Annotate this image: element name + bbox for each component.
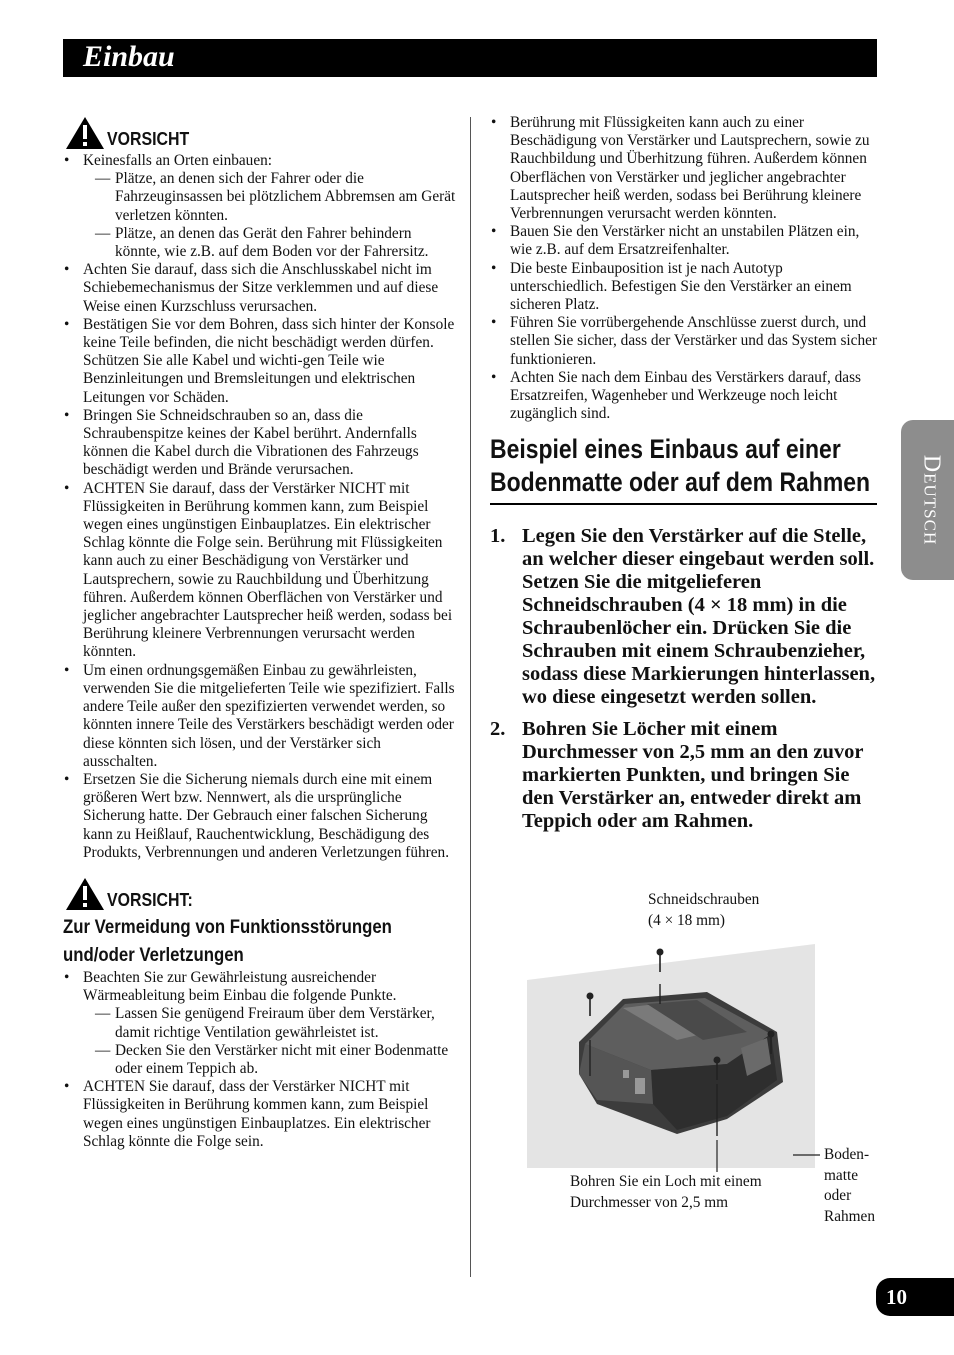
caution-list-1 [63, 152, 458, 862]
page-number: 10 [886, 1285, 907, 1309]
list-item [63, 969, 458, 1078]
screws-caption-line: Schneidschrauben [648, 891, 760, 908]
left-column [63, 116, 458, 1151]
list-item: • ACHTEN Sie darauf, dass der Verstärker NICHT mit Flüssigkeiten in Berührung kommen kann, zum Beispiel wegen eines ungünstigen Einbauplatzes. Ein elektrischer Schlag könnte die Folge sein. Berührung mit Flüssigkeiten kann auch zu einer Beschädigung von Verstärker und Lautsprechern, sowie zu Rauchbildung und Überhitzung führen. Außerdem können Oberflächen von Verstärker und jeglicher angebrachter Lautsprecher heiß werden, sodass bei Berührung kleinere Verbrennungen verursacht werden könnten. [63, 480, 458, 662]
step-text: Bohren Sie Löcher mit einem Durchmesser von 2,5 mm an den zuvor markierten Punkten, und bringen Sie den Verstärker an, entweder direkt am Teppich oder am Rahmen. [522, 718, 864, 833]
step-item [490, 718, 882, 833]
continuation-text: • Berührung mit Flüssigkeiten kann auch zu einer Beschädigung von Verstärker und Lautsprechern, sowie zu Rauchbildung und Überhitzung führen. Außerdem können Oberflächen von Verstärker und jeglicher angebrachter Lautsprecher heiß werden, sodass bei Berührung kleinere Verbrennungen verursacht werden könnten. [510, 114, 870, 223]
caution-label: VORSICHT: [107, 888, 193, 910]
warning-triangle-icon [65, 116, 105, 150]
list-item: • Um einen ordnungsgemäßen Einbau zu gewährleisten, verwenden Sie die mitgelieferten Teile wie spezifiziert. Falls andere Teile außer den spezifizierten verwendet werden, so könnten innere Teile des Verstärkers beschädigt werden oder diese könnten sich lösen, und der Verstärker sich ausschalten. [63, 662, 458, 771]
caution-subheading: Zur Vermeidung von Funktionsstörungen und/oder Verletzungen [63, 915, 392, 966]
page-number-badge [876, 1278, 954, 1316]
list-item: • Achten Sie darauf, dass sich die Anschlusskabel nicht im Schiebemechanismus der Sitze verklemmen und auf diese Weise einen Kurzschluss verursachen. [63, 261, 458, 316]
screws-caption [648, 890, 759, 931]
list-item: • Bringen Sie Schneidschrauben so an, dass die Schraubenspitze keines der Kabel berührt. Andernfalls können die Kabel durch die Vibrationen des Fahrzeugs beschädigt werden und Brände verursachen. [63, 407, 458, 480]
mat-caption [824, 1145, 875, 1227]
list-item: • Führen Sie vorrübergehende Anschlüsse zuerst durch, und stellen Sie sicher, dass der Verstärker und das System sicher funktionieren. [490, 314, 882, 369]
dash-list [83, 170, 458, 261]
mat-caption-line: Rahmen [824, 1207, 875, 1225]
page-title-bar [63, 39, 877, 77]
screws-caption-line: (4 × 18 mm) [648, 911, 726, 929]
language-tab [901, 420, 954, 580]
mat-caption-line: Boden- [824, 1146, 870, 1163]
drill-caption-line: Durchmesser von 2,5 mm [570, 1193, 729, 1211]
list-item: • Achten Sie nach dem Einbau des Verstärkers darauf, dass Ersatzreifen, Wagenheber und Werkzeuge noch leicht zugänglich sind. [490, 369, 882, 424]
mat-caption-line: matte [824, 1166, 858, 1184]
page-title: Einbau [83, 40, 175, 73]
caution-list-2-continued [490, 114, 882, 423]
caution-list-2 [63, 969, 458, 1151]
caution-label: VORSICHT [107, 128, 190, 149]
dash-item: — Plätze, an denen das Gerät den Fahrer behindern könnte, wie z.B. auf dem Boden vor der Fahrersitz. [83, 225, 458, 261]
right-column [490, 114, 882, 842]
steps-list [490, 525, 882, 833]
caution-heading-2 [65, 877, 458, 911]
step-item [490, 525, 882, 709]
language-tab-label: Deutsch [918, 454, 945, 546]
list-item: • Die beste Einbauposition ist je nach Autotyp unterschiedlich. Befestigen Sie den Verstärker an einem sicheren Platz. [490, 260, 882, 315]
warning-triangle-icon [65, 877, 105, 911]
list-item: • Bestätigen Sie vor dem Bohren, dass sich hinter der Konsole keine Teile befinden, die nicht beschädigt werden dürfen. Schützen Sie alle Kabel und wichti-gen Teile wie Benzinleitungen und Bremsleitungen und elektrischen Leitungen vor Schäden. [63, 316, 458, 407]
dash-item: — Decken Sie den Verstärker nicht mit einer Bodenmatte oder einem Teppich ab. [83, 1042, 458, 1078]
dash-item: — Plätze, an denen sich der Fahrer oder die Fahrzeuginsassen bei plötzlichem Abbremsen am Gerät verletzen könnten. [83, 170, 458, 225]
drill-caption-line: Bohren Sie ein Loch mit einem [570, 1173, 762, 1190]
step-number: 1. [490, 525, 506, 548]
drill-caption [570, 1172, 762, 1213]
section-title: Beispiel eines Einbaus auf einer Bodenmatte oder auf dem Rahmen [490, 434, 871, 498]
list-item: • Ersetzen Sie die Sicherung niemals durch eine mit einem größeren Wert bzw. Nennwert, als die ursprüngliche Sicherung hatte. Der Gebrauch einer falschen Sicherung kann zu Heißlauf, Rauchentwicklung, Beschädigung des Produkts, Verbrennungen und anderen Verletzungen führen. [63, 771, 458, 862]
section-rule [490, 503, 877, 505]
dash-item: — Lassen Sie genügend Freiraum über dem Verstärker, damit richtige Ventilation gewährleistet ist. [83, 1005, 458, 1041]
column-divider [470, 117, 471, 1277]
installation-illustration [527, 944, 815, 1168]
dash-list [83, 1005, 458, 1078]
bullet-text: Beachten Sie zur Gewährleistung ausreichender Wärmeableitung beim Einbau die folgende Punkte. [83, 968, 397, 1005]
list-item-continuation [490, 114, 882, 223]
step-number: 2. [490, 718, 506, 741]
mat-caption-line: oder [824, 1187, 852, 1204]
list-item [63, 152, 458, 261]
step-text: Legen Sie den Verstärker auf die Stelle, an welcher dieser eingebaut werden soll. Setzen Sie die mitgelieferen Schneidschrauben (4 × 18 mm) in die Schraubenlöcher ein. Drücken Sie die Schrauben mit einem Schraubenzieher, sodass diese Markierungen hinterlassen, wo diese eingesetzt werden sollen. [522, 525, 876, 709]
list-item: • ACHTEN Sie darauf, dass der Verstärker NICHT mit Flüssigkeiten in Berührung kommen kann, zum Beispiel wegen eines ungünstigen Einbauplatzes. Ein elektrischer Schlag könnte die Folge sein. [63, 1078, 458, 1151]
list-item: • Bauen Sie den Verstärker nicht an unstabilen Plätzen ein, wie z.B. auf dem Ersatzreifenhalter. [490, 223, 882, 259]
caution-heading-1 [65, 116, 458, 150]
bullet-text: Keinesfalls an Orten einbauen: [83, 152, 273, 169]
